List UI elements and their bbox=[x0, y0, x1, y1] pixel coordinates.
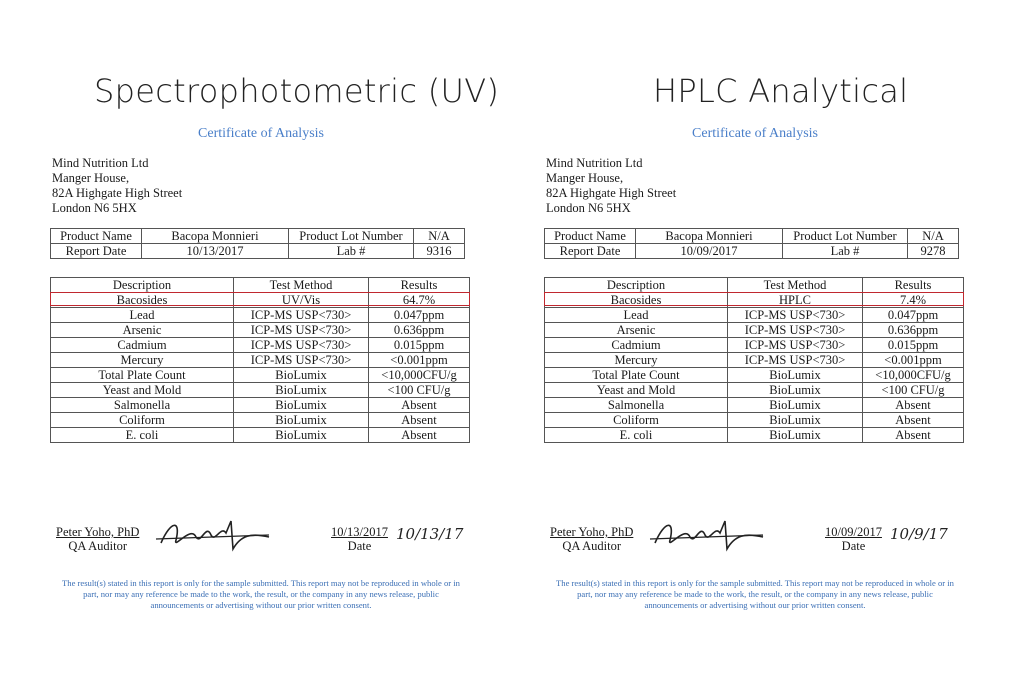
row-description: E. coli bbox=[51, 428, 234, 443]
handwritten-date: 10/13/17 bbox=[396, 525, 464, 543]
row-result: 0.047ppm bbox=[369, 308, 470, 323]
row-result: Absent bbox=[369, 398, 470, 413]
row-test-method: ICP-MS USP<730> bbox=[234, 323, 369, 338]
disclaimer-line: announcements or advertising without our prior written consent. bbox=[644, 600, 866, 610]
report-date-block bbox=[825, 525, 882, 553]
product-name-value: Bacopa Monnieri bbox=[142, 229, 289, 244]
table-row bbox=[51, 368, 470, 383]
col-test-method: Test Method bbox=[728, 278, 863, 293]
disclaimer bbox=[540, 578, 970, 611]
disclaimer-line: part, nor may any reference be made to the work, the result, or the company in any news release, public bbox=[577, 589, 933, 599]
table-row bbox=[545, 428, 964, 443]
company-address bbox=[546, 156, 676, 216]
signer-name: Peter Yoho, PhD bbox=[56, 525, 140, 539]
date-label: Date bbox=[347, 539, 372, 553]
row-test-method: ICP-MS USP<730> bbox=[234, 308, 369, 323]
product-name-value: Bacopa Monnieri bbox=[636, 229, 783, 244]
col-test-method: Test Method bbox=[234, 278, 369, 293]
col-results: Results bbox=[863, 278, 964, 293]
table-row bbox=[545, 368, 964, 383]
row-test-method: ICP-MS USP<730> bbox=[728, 338, 863, 353]
table-row bbox=[51, 383, 470, 398]
row-result: Absent bbox=[863, 428, 964, 443]
row-result: 0.015ppm bbox=[369, 338, 470, 353]
signature-image bbox=[151, 515, 271, 555]
table-row bbox=[51, 398, 470, 413]
address-line: Mind Nutrition Ltd bbox=[546, 156, 643, 170]
row-test-method: ICP-MS USP<730> bbox=[728, 323, 863, 338]
signature-image bbox=[645, 515, 765, 555]
row-result: <10,000CFU/g bbox=[369, 368, 470, 383]
product-name-label: Product Name bbox=[51, 229, 142, 244]
address-line: 82A Highgate High Street bbox=[52, 186, 183, 200]
table-row bbox=[51, 338, 470, 353]
table-row bbox=[51, 413, 470, 428]
table-row bbox=[545, 338, 964, 353]
row-test-method: HPLC bbox=[728, 293, 863, 308]
row-description: Coliform bbox=[545, 413, 728, 428]
row-test-method: BioLumix bbox=[234, 413, 369, 428]
table-row bbox=[545, 308, 964, 323]
row-result: <100 CFU/g bbox=[369, 383, 470, 398]
row-description: Salmonella bbox=[545, 398, 728, 413]
address-line: Mind Nutrition Ltd bbox=[52, 156, 149, 170]
row-result: 0.636ppm bbox=[863, 323, 964, 338]
row-description: Yeast and Mold bbox=[545, 383, 728, 398]
date-label: Date bbox=[841, 539, 866, 553]
row-result: Absent bbox=[369, 413, 470, 428]
lab-label: Lab # bbox=[289, 244, 414, 259]
product-info-table bbox=[544, 228, 959, 259]
row-description: Arsenic bbox=[51, 323, 234, 338]
row-test-method: UV/Vis bbox=[234, 293, 369, 308]
certificate-hplc bbox=[540, 120, 970, 620]
table-row bbox=[545, 413, 964, 428]
row-test-method: BioLumix bbox=[728, 413, 863, 428]
col-description: Description bbox=[51, 278, 234, 293]
row-description: Yeast and Mold bbox=[51, 383, 234, 398]
table-row bbox=[51, 353, 470, 368]
row-result: 7.4% bbox=[863, 293, 964, 308]
row-test-method: ICP-MS USP<730> bbox=[234, 338, 369, 353]
report-date-value: 10/09/2017 bbox=[636, 244, 783, 259]
table-row bbox=[51, 308, 470, 323]
report-date-block bbox=[331, 525, 388, 553]
row-result: <0.001ppm bbox=[863, 353, 964, 368]
lab-label: Lab # bbox=[783, 244, 908, 259]
signer-name: Peter Yoho, PhD bbox=[550, 525, 634, 539]
table-row bbox=[545, 353, 964, 368]
table-row bbox=[545, 398, 964, 413]
row-result: 0.047ppm bbox=[863, 308, 964, 323]
disclaimer-line: The result(s) stated in this report is only for the sample submitted. This report may not be reproduced in whole or in bbox=[556, 578, 954, 588]
report-date-value: 10/13/2017 bbox=[142, 244, 289, 259]
row-test-method: BioLumix bbox=[234, 368, 369, 383]
row-result: Absent bbox=[863, 398, 964, 413]
col-results: Results bbox=[369, 278, 470, 293]
table-row bbox=[545, 383, 964, 398]
table-row bbox=[51, 293, 470, 308]
signer-role: QA Auditor bbox=[562, 539, 622, 553]
certificate-title: Certificate of Analysis bbox=[692, 126, 818, 141]
company-address bbox=[52, 156, 182, 216]
test-results-table bbox=[50, 277, 470, 443]
report-date-label: Report Date bbox=[545, 244, 636, 259]
address-line: London N6 5HX bbox=[546, 201, 631, 215]
row-test-method: BioLumix bbox=[728, 428, 863, 443]
signer-role: QA Auditor bbox=[68, 539, 128, 553]
signer-block bbox=[56, 525, 139, 553]
row-result: <100 CFU/g bbox=[863, 383, 964, 398]
report-date-label: Report Date bbox=[51, 244, 142, 259]
address-line: 82A Highgate High Street bbox=[546, 186, 677, 200]
product-name-label: Product Name bbox=[545, 229, 636, 244]
row-result: Absent bbox=[863, 413, 964, 428]
row-test-method: BioLumix bbox=[728, 398, 863, 413]
row-result: <0.001ppm bbox=[369, 353, 470, 368]
row-test-method: ICP-MS USP<730> bbox=[234, 353, 369, 368]
handwritten-date: 10/9/17 bbox=[890, 525, 948, 543]
table-row bbox=[545, 323, 964, 338]
row-description: Cadmium bbox=[51, 338, 234, 353]
row-test-method: ICP-MS USP<730> bbox=[728, 353, 863, 368]
signer-block bbox=[550, 525, 633, 553]
address-line: Manger House, bbox=[52, 171, 130, 185]
row-result: Absent bbox=[369, 428, 470, 443]
row-test-method: BioLumix bbox=[234, 428, 369, 443]
table-row bbox=[51, 428, 470, 443]
row-result: <10,000CFU/g bbox=[863, 368, 964, 383]
signed-date: 10/09/2017 bbox=[825, 525, 882, 539]
lab-value: 9316 bbox=[414, 244, 465, 259]
row-description: Arsenic bbox=[545, 323, 728, 338]
col-description: Description bbox=[545, 278, 728, 293]
product-info-table bbox=[50, 228, 465, 259]
row-test-method: BioLumix bbox=[728, 383, 863, 398]
disclaimer bbox=[46, 578, 476, 611]
row-description: E. coli bbox=[545, 428, 728, 443]
row-description: Cadmium bbox=[545, 338, 728, 353]
row-test-method: BioLumix bbox=[234, 383, 369, 398]
row-test-method: ICP-MS USP<730> bbox=[728, 308, 863, 323]
address-line: London N6 5HX bbox=[52, 201, 137, 215]
signed-date: 10/13/2017 bbox=[331, 525, 388, 539]
row-description: Bacosides bbox=[51, 293, 234, 308]
row-description: Total Plate Count bbox=[545, 368, 728, 383]
lot-value: N/A bbox=[908, 229, 959, 244]
certificate-uv bbox=[46, 120, 476, 620]
table-row bbox=[51, 323, 470, 338]
lab-value: 9278 bbox=[908, 244, 959, 259]
row-result: 64.7% bbox=[369, 293, 470, 308]
heading-spectrophotometric: Spectrophotometric (UV) bbox=[94, 72, 500, 110]
row-description: Salmonella bbox=[51, 398, 234, 413]
disclaimer-line: part, nor may any reference be made to the work, the result, or the company in any news release, public bbox=[83, 589, 439, 599]
row-description: Mercury bbox=[545, 353, 728, 368]
disclaimer-line: announcements or advertising without our prior written consent. bbox=[150, 600, 372, 610]
heading-hplc: HPLC Analytical bbox=[653, 72, 909, 110]
lot-label: Product Lot Number bbox=[783, 229, 908, 244]
row-description: Coliform bbox=[51, 413, 234, 428]
row-test-method: BioLumix bbox=[728, 368, 863, 383]
disclaimer-line: The result(s) stated in this report is only for the sample submitted. This report may not be reproduced in whole or in bbox=[62, 578, 460, 588]
table-row bbox=[545, 293, 964, 308]
certificate-title: Certificate of Analysis bbox=[198, 126, 324, 141]
row-description: Lead bbox=[51, 308, 234, 323]
test-results-table bbox=[544, 277, 964, 443]
row-result: 0.015ppm bbox=[863, 338, 964, 353]
row-description: Lead bbox=[545, 308, 728, 323]
address-line: Manger House, bbox=[546, 171, 624, 185]
row-test-method: BioLumix bbox=[234, 398, 369, 413]
row-description: Total Plate Count bbox=[51, 368, 234, 383]
row-description: Bacosides bbox=[545, 293, 728, 308]
lot-label: Product Lot Number bbox=[289, 229, 414, 244]
row-description: Mercury bbox=[51, 353, 234, 368]
lot-value: N/A bbox=[414, 229, 465, 244]
row-result: 0.636ppm bbox=[369, 323, 470, 338]
